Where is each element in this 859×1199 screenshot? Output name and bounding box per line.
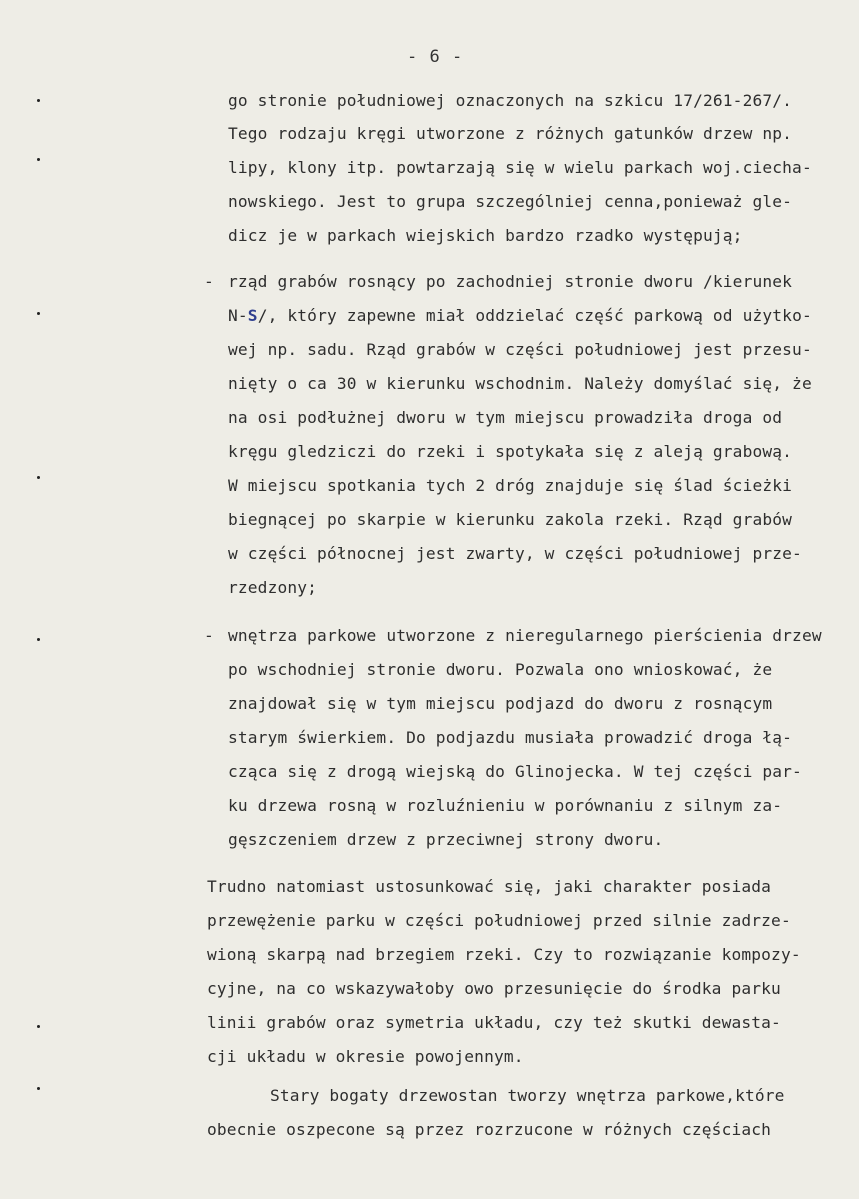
text-line: nowskiego. Jest to grupa szczególniej cenna,ponieważ gle-: [228, 192, 793, 211]
line-rest: /, który zapewne miał oddzielać część parkową od użytko-: [257, 306, 812, 325]
margin-mark: [37, 1025, 40, 1028]
handwritten-correction: S: [247, 306, 258, 325]
list-dash: -: [204, 626, 214, 645]
text-line: obecnie oszpecone są przez rozrzucone w różnych częściach: [207, 1120, 772, 1139]
text-line: po wschodniej stronie dworu. Pozwala ono wnioskować, że: [228, 660, 773, 679]
margin-mark: [37, 476, 40, 479]
text-line: W miejscu spotkania tych 2 dróg znajduje się ślad ścieżki: [228, 476, 793, 495]
text-line: rząd grabów rosnący po zachodniej stronie dworu /kierunek: [228, 272, 793, 291]
text-line: w części północnej jest zwarty, w części południowej prze-: [228, 544, 802, 563]
line-prefix: N-: [228, 306, 248, 325]
text-line: ku drzewa rosną w rozluźnieniu w porównaniu z silnym za-: [228, 796, 783, 815]
text-line: gęszczeniem drzew z przeciwnej strony dworu.: [228, 830, 664, 849]
text-line: na osi podłużnej dworu w tym miejscu prowadziła droga od: [228, 408, 783, 427]
text-line: przewężenie parku w części południowej przed silnie zadrze-: [207, 911, 791, 930]
text-line: dicz je w parkach wiejskich bardzo rzadko występują;: [228, 226, 743, 245]
margin-mark: [37, 1087, 40, 1090]
text-line: Stary bogaty drzewostan tworzy wnętrza parkowe,które: [270, 1086, 785, 1105]
margin-mark: [37, 638, 40, 641]
text-line: cząca się z drogą wiejską do Glinojecka. W tej części par-: [228, 762, 802, 781]
text-line: starym świerkiem. Do podjazdu musiała prowadzić droga łą-: [228, 728, 793, 747]
text-line: kręgu gledziczi do rzeki i spotykała się z aleją grabową.: [228, 442, 793, 461]
text-line: nięty o ca 30 w kierunku wschodnim. Należy domyślać się, że: [228, 374, 812, 393]
text-line: cji układu w okresie powojennym.: [207, 1047, 524, 1066]
text-line: znajdował się w tym miejscu podjazd do dworu z rosnącym: [228, 694, 773, 713]
text-line: wnętrza parkowe utworzone z nieregularnego pierścienia drzew: [228, 626, 822, 645]
text-line: rzedzony;: [228, 578, 318, 597]
text-line: wioną skarpą nad brzegiem rzeki. Czy to rozwiązanie kompozy-: [207, 945, 801, 964]
text-line: biegnącej po skarpie w kierunku zakola rzeki. Rząd grabów: [228, 510, 793, 529]
list-dash: -: [204, 272, 214, 291]
text-line: lipy, klony itp. powtarzają się w wielu parkach woj.ciecha-: [228, 158, 812, 177]
margin-mark: [37, 158, 40, 161]
margin-mark: [37, 312, 40, 315]
text-line: go stronie południowej oznaczonych na szkicu 17/261-267/.: [228, 91, 793, 110]
margin-mark: [37, 99, 40, 102]
text-line: Trudno natomiast ustosunkować się, jaki charakter posiada: [207, 877, 772, 896]
text-line: wej np. sadu. Rząd grabów w części południowej jest przesu-: [228, 340, 812, 359]
page-number: - 6 -: [407, 47, 464, 67]
text-line-with-correction: [228, 306, 812, 325]
text-line: Tego rodzaju kręgi utworzone z różnych gatunków drzew np.: [228, 124, 793, 143]
text-line: linii grabów oraz symetria układu, czy też skutki dewasta-: [207, 1013, 781, 1032]
text-line: cyjne, na co wskazywałoby owo przesunięcie do środka parku: [207, 979, 781, 998]
